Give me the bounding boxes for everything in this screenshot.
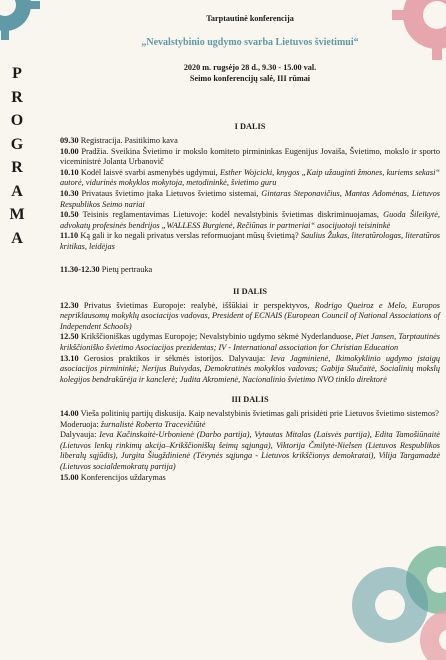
agenda-item: 11.10 Ką gali ir ko negali privatus verslas reformuojant mūsų švietimą? Saulius Žukas, literatūrologas, literatūros kritikas, leidėjas: [60, 231, 440, 251]
side-label-programa: P R O G R A M A: [9, 65, 25, 247]
agenda-item: 13.10 Gerosios praktikos ir sėkmės istorijos. Dalyvauja: Ieva Jagminienė, Ikimokyklinio ugdymo įstaigų asociacijos pirmininkė; Nerijus Buivydas, Demokratinės mokyklos vadovas; Gabija Skučaitė, Socialinių mokslų kolegijos bendrakūrėja ir kanclerė; Judita Akromienė, Nacionalinio švietimo NVO tinklo direktorė: [60, 353, 440, 384]
agenda-item: 10.00 Pradžia. Sveikina Švietimo ir mokslo komiteto pirmininkas Eugenijus Jovaiša, Švietimo, mokslo ir sporto viceministrė Jolanta Urbanovič: [60, 146, 440, 167]
agenda-item: 10.50 Teisinis reglamentavimas Lietuvoje: kodėl nevalstybinis švietimas diskriminuojamas, Guoda Šileikytė, advokatų profesinės bendrijos „WALLESS Burgienė, Rečiūnas ir partneriai“ asocijuotoji teisininkė: [60, 210, 440, 230]
top-left-gear-decoration: [0, 0, 40, 40]
agenda-item: 12.50 Krikščioniškas ugdymas Europoje; Nevalstybinio ugdymo sėkmė Nyderlanduose, Piet Jansen, Tarptautinės krikščioniško švietimo Asociacijos prezidentas; IV - International association for Christian Education: [60, 332, 441, 353]
participants-line: Dalyvauja: Ieva Kačinskaitė-Urbonienė (Darbo partija), Vytautas Mitalas (Laisvės partija), Edita Tamošiūnaitė (Lietuvos lenkų rinkimų akcija–Krikščioniškų šeimų sąjunga), Viktorija Čmilytė-Nielsen (Lietuvos Respublikos liberalų sąjūdis), Jurgita Šiugždinienė (Tėvynės sąjunga - Lietuvos krikščionys demokratai), Vilija Targamadzė (Lietuvos socialdemokratų partija): [60, 430, 440, 471]
part-2-items: [60, 301, 440, 386]
agenda-item: 10.10 Kodėl laisvė svarbi asmenybės ugdymui, Esther Wojcicki, knygos „Kaip užauginti žmones, kuriems sekasi“ autorė, vidurinės mokyklos mokytoja, metodininkė, švietimo guru: [60, 167, 440, 188]
part-2-heading: II DALIS: [233, 287, 267, 297]
conference-date: 2020 m. rugsėjo 28 d., 9.30 - 15.00 val.: [183, 63, 317, 73]
bottom-right-gear-decoration: [345, 520, 446, 660]
moderator-line: Moderuoja: žurnalistė Roberta Tracevičiūtė: [60, 419, 206, 429]
agenda-item: 10.30 Privataus švietimo įtaka Lietuvos švietimo sistemai, Gintaras Steponavičius, Mantas Adomėnas, Lietuvos Respublikos Seimo nariai: [60, 188, 440, 209]
conference-label: Tarptautinė konferencija: [206, 14, 294, 23]
agenda-item: 12.30 Privatus švietimas Europoje: realybė, iššūkiai ir perspektyvos, Rodrigo Queiroz e Melo, Europos nepriklausomų mokyklų asociacijos vadovas, President of ECNAIS (European Council of National Associations of Independent Schools): [60, 300, 440, 331]
program-content: [60, 14, 440, 483]
agenda-item: 15.00 Konferencijos uždarymas: [60, 472, 166, 482]
agenda-item: 14.00 Vieša politinių partijų diskusija. Kaip nevalstybinis švietimas gali prisidėti prie Lietuvos švietimo sistemos?: [60, 409, 439, 419]
conference-venue: Seimo konferencijų salė, III rūmai: [189, 73, 311, 83]
conference-title: „Nevalstybinio ugdymo svarba Lietuvos švietimui“: [141, 36, 359, 48]
part-1-items: [60, 136, 440, 253]
part-1-heading: I DALIS: [234, 122, 266, 132]
part-3-heading: III DALIS: [231, 395, 269, 405]
agenda-item: 09.30 Registracija. Pasitikimo kava: [60, 135, 178, 145]
lunch-break: 11.30-12.30 Pietų pertrauka: [60, 264, 153, 274]
